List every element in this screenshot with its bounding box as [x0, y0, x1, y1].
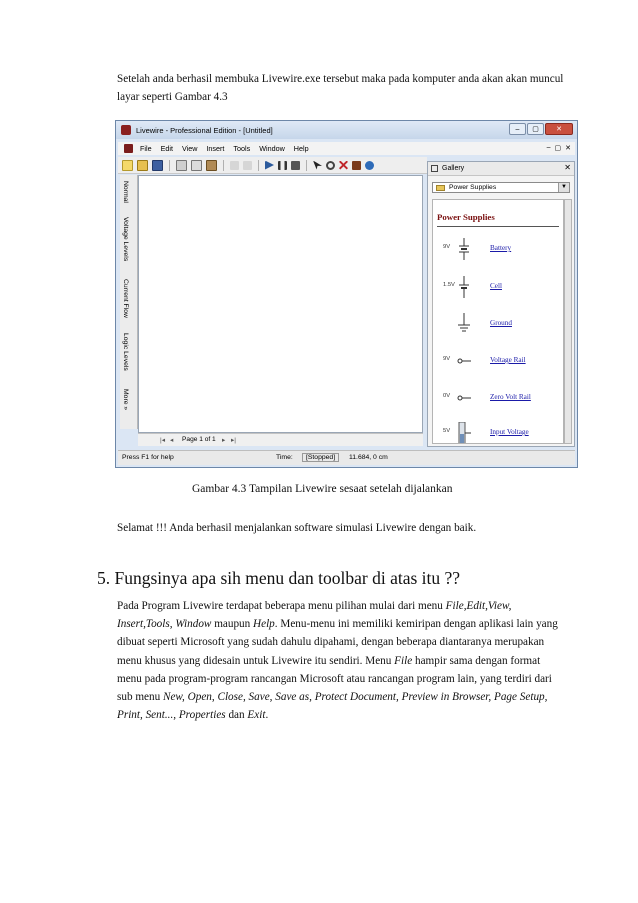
play-icon[interactable]: [265, 161, 274, 170]
congrats-paragraph: Selamat !!! Anda berhasil menjalankan software simulasi Livewire dengan baik.: [117, 522, 477, 534]
folder-icon: [436, 185, 445, 191]
undo-icon[interactable]: [230, 161, 239, 170]
gallery-item-zero-volt-rail[interactable]: 0V Zero Volt Rail: [433, 383, 563, 413]
gallery-item-cell[interactable]: 1.5V Cell: [433, 272, 563, 302]
component-icon[interactable]: [352, 161, 361, 170]
body-paragraph: [117, 597, 567, 724]
redo-icon[interactable]: [243, 161, 252, 170]
status-bar: [118, 450, 575, 465]
ground-symbol-icon: [457, 313, 471, 335]
voltage-rail-symbol-icon: [457, 350, 471, 372]
menu-view[interactable]: View: [181, 144, 198, 153]
gallery-item-voltage-rail[interactable]: 9V Voltage Rail: [433, 346, 563, 376]
gallery-category-value: Power Supplies: [449, 184, 497, 191]
gallery-heading: Power Supplies: [437, 212, 495, 222]
gallery-list: [432, 199, 564, 444]
doc-minimize-button[interactable]: –: [546, 144, 551, 151]
body-text: . Menu-menu ini memiliki kemiripan dengan aplikasi lain yang dibuat seperti Microsoft yang sudah dahulu dipahami, dengan beberapa diantaranya merupakan menu khusus yang didesain untuk Livewire itu sendiri. Menu: [117, 618, 558, 667]
body-text: dan: [228, 709, 245, 722]
gallery-icon: [431, 165, 438, 172]
help-icon[interactable]: [365, 161, 374, 170]
livewire-screenshot: [115, 120, 578, 468]
body-text: .: [265, 709, 269, 722]
page-navigator: [138, 433, 423, 446]
save-icon[interactable]: [152, 160, 163, 171]
tab-voltage-levels[interactable]: Voltage Levels: [122, 217, 129, 262]
maximize-button[interactable]: ▢: [527, 123, 544, 135]
new-icon[interactable]: [122, 160, 133, 171]
body-text: Pada Program Livewire terdapat beberapa menu pilihan mulai dari menu: [117, 600, 443, 612]
gallery-item-label[interactable]: Zero Volt Rail: [490, 393, 531, 401]
section-heading: 5. Fungsinya apa sih menu dan toolbar di atas itu ??: [97, 568, 461, 588]
body-text: maupun: [214, 618, 251, 631]
gallery-item-label[interactable]: Battery: [490, 244, 512, 252]
zero-volt-rail-symbol-icon: [457, 387, 471, 409]
gallery-title: Gallery: [442, 165, 465, 172]
gallery-close-button[interactable]: ✕: [564, 163, 571, 172]
figure-caption: Gambar 4.3 Tampilan Livewire sesaat setelah dijalankan: [192, 483, 453, 495]
copy-icon[interactable]: [191, 160, 202, 171]
pause-icon[interactable]: [278, 161, 287, 170]
status-state: [Stopped]: [302, 453, 339, 462]
pointer-icon[interactable]: [313, 161, 322, 170]
minimize-button[interactable]: –: [509, 123, 526, 135]
gallery-scrollbar[interactable]: [564, 199, 572, 444]
first-page-icon[interactable]: |◂: [160, 437, 166, 444]
window-title: Livewire - Professional Edition - [Untitled]: [136, 126, 273, 135]
prev-page-icon[interactable]: ◂: [170, 437, 174, 444]
input-voltage-symbol-icon: [457, 422, 471, 444]
menu-help[interactable]: Help: [293, 144, 309, 153]
next-page-icon[interactable]: ▸: [222, 437, 226, 444]
last-page-icon[interactable]: ▸|: [231, 437, 237, 444]
zoom-icon[interactable]: [326, 161, 335, 170]
menu-file[interactable]: File: [140, 144, 152, 153]
tab-current-flow[interactable]: Current Flow: [122, 279, 129, 318]
tab-normal[interactable]: Normal: [122, 181, 129, 203]
intro-paragraph: Setelah anda berhasil membuka Livewire.exe tersebut maka pada komputer anda akan akan muncul layar seperti Gambar 4.3: [117, 73, 564, 104]
close-button[interactable]: ✕: [545, 123, 573, 135]
page-indicator: Page 1 of 1: [182, 436, 216, 443]
doc-restore-button[interactable]: ▢: [554, 145, 562, 152]
open-icon[interactable]: [137, 160, 148, 171]
menu-list: File,Edit,View, Insert,Tools, Window: [117, 600, 512, 631]
gallery-item-label[interactable]: Input Voltage: [490, 428, 529, 436]
status-help-text: Press F1 for help: [122, 454, 174, 461]
gallery-item-label[interactable]: Voltage Rail: [490, 356, 526, 364]
tab-logic-levels[interactable]: Logic Levels: [122, 333, 129, 371]
menu-window[interactable]: Window: [259, 144, 285, 153]
tab-more[interactable]: More »: [122, 389, 129, 411]
menu-tools[interactable]: Tools: [233, 144, 251, 153]
menu-edit[interactable]: Edit: [160, 144, 173, 153]
submenu-list: New, Open, Close, Save, Save as, Protect Document, Preview in Browser, Page Setup, Print, Sent..., Properties: [117, 691, 548, 722]
gallery-item-battery[interactable]: 9V Battery: [433, 234, 563, 264]
cell-symbol-icon: [457, 276, 471, 298]
stop-icon[interactable]: [291, 161, 300, 170]
gallery-item-ground[interactable]: [433, 309, 563, 339]
menu-insert[interactable]: Insert: [206, 144, 225, 153]
file-menu-name: File: [394, 654, 413, 667]
gallery-category-select[interactable]: [432, 182, 570, 193]
circuit-canvas[interactable]: [138, 175, 423, 433]
battery-symbol-icon: [457, 238, 471, 260]
title-bar: [116, 121, 577, 139]
gallery-item-label[interactable]: Ground: [490, 319, 512, 327]
paste-icon[interactable]: [206, 160, 217, 171]
status-coordinates: 11.684, 0 cm: [349, 454, 388, 461]
help-menu-name: Help: [253, 618, 275, 631]
status-time-label: Time:: [276, 454, 293, 461]
main-toolbar: [118, 157, 427, 174]
chevron-down-icon[interactable]: ▼: [558, 183, 569, 192]
document-icon: [124, 144, 133, 153]
body-text: hampir sama dengan format menu pada program-program rancangan Microsoft atau rancangan program lain, yang terdiri dari sub menu: [117, 654, 552, 704]
livewire-app-icon: [121, 125, 131, 135]
gallery-item-label[interactable]: Cell: [490, 282, 502, 290]
doc-close-button[interactable]: ✕: [565, 145, 571, 152]
delete-icon[interactable]: [339, 161, 348, 170]
cut-icon[interactable]: [176, 160, 187, 171]
exit-menu-name: Exit: [247, 709, 266, 722]
gallery-item-input-voltage[interactable]: 5V Input Voltage: [433, 418, 563, 444]
view-mode-tabs: [120, 175, 138, 429]
menu-bar: [118, 142, 575, 155]
gallery-panel: [427, 161, 575, 447]
